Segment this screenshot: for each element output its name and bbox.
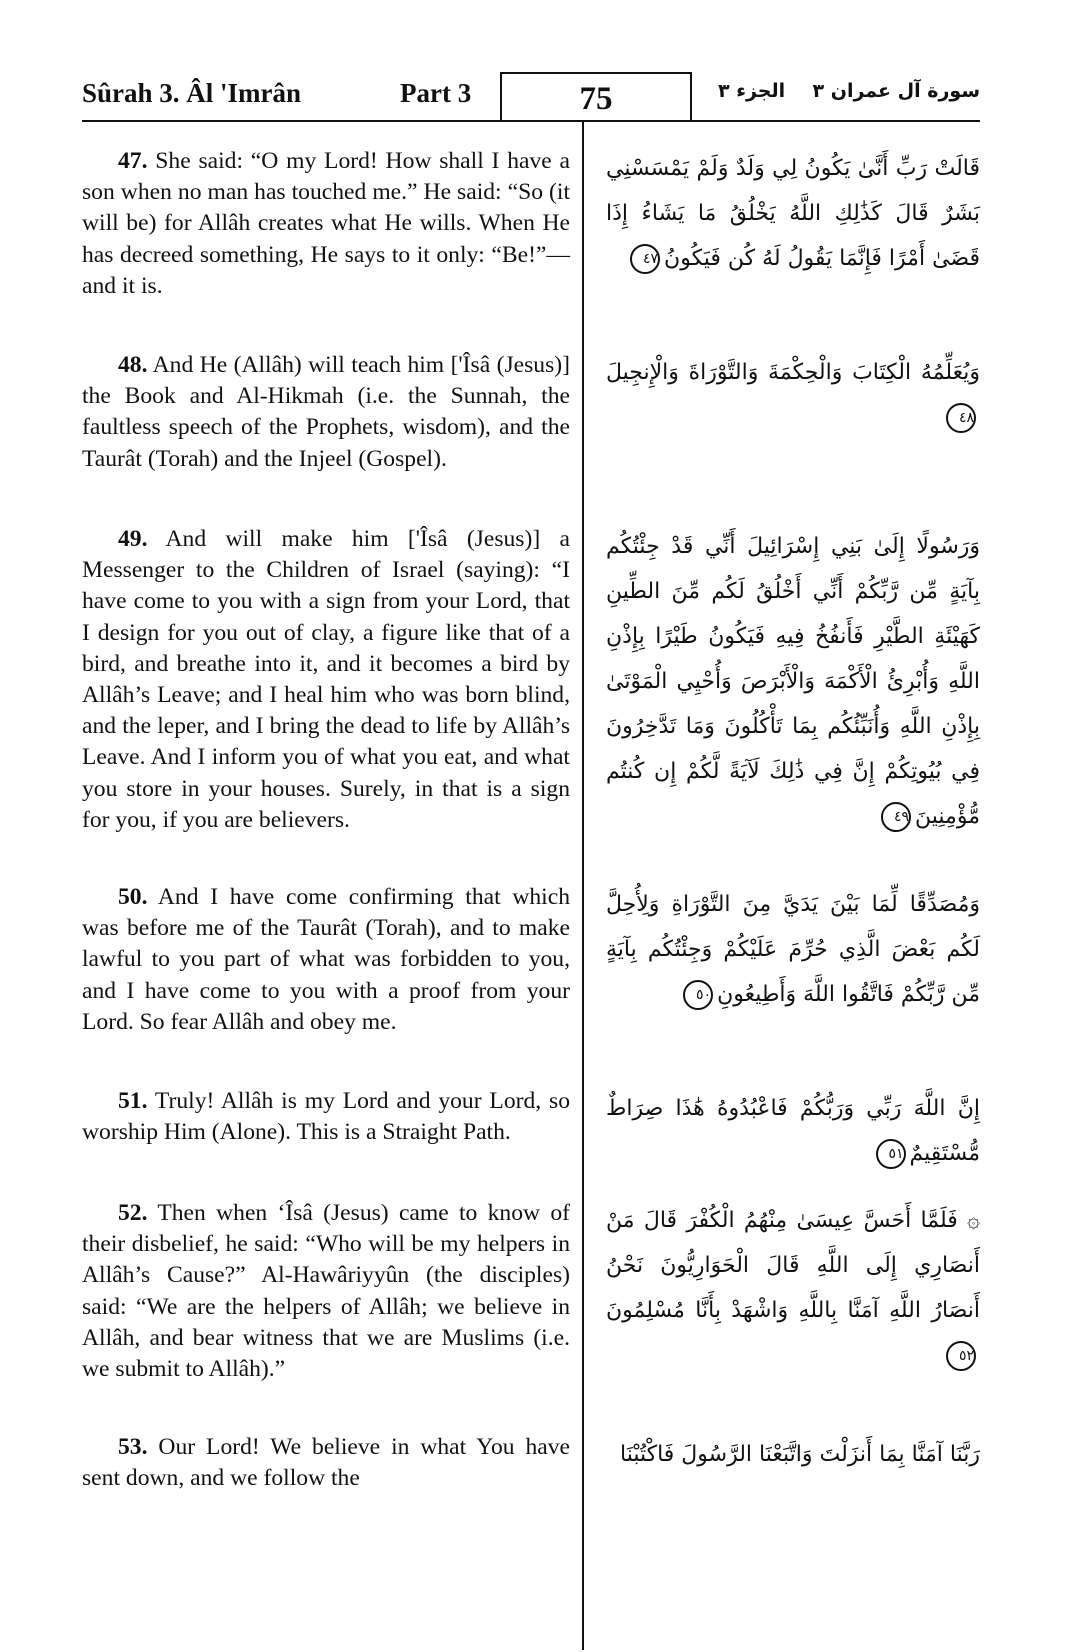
verse-translation bbox=[82, 1432, 570, 1494]
ayah-end-marker: ٥٢ bbox=[946, 1341, 976, 1371]
column-divider bbox=[582, 120, 584, 1650]
ayah-end-marker: ٤٨ bbox=[946, 403, 976, 433]
verse-arabic bbox=[606, 1432, 980, 1477]
arabic-text: ۞ فَلَمَّا أَحَسَّ عِيسَىٰ مِنْهُمُ الْكُفْرَ قَالَ مَنْ أَنصَارِي إِلَى اللَّهِ قَالَ الْحَوَارِيُّونَ نَحْنُ أَنصَارُ اللَّهِ آمَنَّا بِاللَّهِ وَاشْهَدْ بِأَنَّا مُسْلِمُونَ bbox=[606, 1208, 980, 1323]
verse-translation bbox=[82, 524, 570, 836]
verse-text: She said: “O my Lord! How shall I have a son when no man has touched me.” He said: “So (it will be) for Allâh creates what He wills. When He has decreed something, He says to it only: “Be!”— and it is. bbox=[82, 148, 570, 299]
verse-arabic bbox=[606, 524, 980, 839]
ayah-end-marker: ٤٧ bbox=[630, 244, 660, 274]
verse-text: Truly! Allâh is my Lord and your Lord, so worship Him (Alone). This is a Straight Path. bbox=[82, 1088, 570, 1146]
verse-number: 53. bbox=[118, 1434, 148, 1460]
verse-translation bbox=[82, 146, 570, 302]
ayah-end-marker: ٥٠ bbox=[683, 980, 713, 1010]
verse-arabic bbox=[606, 1086, 980, 1176]
verse-text: And I have come confirming that which was before me of the Taurât (Torah), and to make lawful to you part of what was forbidden to you, and I have come to you with a proof from your Lord. So fear Allâh and obey me. bbox=[82, 884, 570, 1035]
part-label: Part 3 bbox=[400, 78, 472, 108]
verse-translation bbox=[82, 1198, 570, 1385]
verse-arabic bbox=[606, 882, 980, 1017]
verse-arabic bbox=[606, 1198, 980, 1378]
page-number: 75 bbox=[500, 72, 692, 120]
verse-number: 49. bbox=[118, 526, 148, 552]
arabic-text: وَيُعَلِّمُهُ الْكِتَابَ وَالْحِكْمَةَ وَالتَّوْرَاةَ وَالْإِنجِيلَ bbox=[606, 360, 980, 385]
verse-number: 48. bbox=[118, 352, 148, 378]
juz-label-arabic: الجزء ٣ bbox=[718, 80, 786, 102]
verse-text: And will make him ['Îsâ (Jesus)] a Messenger to the Children of Israel (saying): “I have come to you with a sign from your Lord, that I design for you out of clay, a figure like that of a bird, and breathe into it, and it becomes a bird by Allâh’s Leave; and I heal him who was born blind, and the leper, and I bring the dead to life by Allâh’s Leave. And I inform you of what you eat, and what you store in your houses. Surely, in that is a sign for you, if you are believers. bbox=[82, 526, 570, 833]
verse-text: Then when ‘Îsâ (Jesus) came to know of their disbelief, he said: “Who will be my helpers in Allâh’s Cause?” Al-Hawâriyyûn (the disciples) said: “We are the helpers of Allâh; we believe in Allâh, and bear witness that we are Muslims (i.e. we submit to Allâh).” bbox=[82, 1200, 570, 1383]
arabic-text: وَمُصَدِّقًا لِّمَا بَيْنَ يَدَيَّ مِنَ التَّوْرَاةِ وَلِأُحِلَّ لَكُم بَعْضَ الَّذِي حُرِّمَ عَلَيْكُمْ وَجِئْتُكُم بِآيَةٍ مِّن رَّبِّكُمْ فَاتَّقُوا اللَّهَ وَأَطِيعُونِ bbox=[606, 892, 980, 1007]
verse-translation bbox=[82, 350, 570, 475]
verse-text: And He (Allâh) will teach him ['Îsâ (Jesus)] the Book and Al-Hikmah (i.e. the Sunnah, the faultless speech of the Prophets, wisdom), and the Taurât (Torah) and the Injeel (Gospel). bbox=[82, 352, 570, 472]
surah-title-arabic: سورة آل عمران ٣ bbox=[812, 80, 980, 102]
verse-translation bbox=[82, 882, 570, 1038]
ayah-end-marker: ٤٩ bbox=[881, 802, 911, 832]
page-header bbox=[82, 72, 980, 122]
arabic-text: وَرَسُولًا إِلَىٰ بَنِي إِسْرَائِيلَ أَنِّي قَدْ جِئْتُكُم بِآيَةٍ مِّن رَّبِّكُمْ أَنِّي أَخْلُقُ لَكُم مِّنَ الطِّينِ كَهَيْئَةِ الطَّيْرِ فَأَنفُخُ فِيهِ فَيَكُونُ طَيْرًا بِإِذْنِ اللَّهِ وَأُبْرِئُ الْأَكْمَهَ وَالْأَبْرَصَ وَأُحْيِي الْمَوْتَىٰ بِإِذْنِ اللَّهِ وَأُنَبِّئُكُم بِمَا تَأْكُلُونَ وَمَا تَدَّخِرُونَ فِي بُيُوتِكُمْ إِنَّ فِي ذَٰلِكَ لَآيَةً لَّكُمْ إِن كُنتُم مُّؤْمِنِينَ bbox=[606, 534, 980, 829]
verse-number: 51. bbox=[118, 1088, 148, 1114]
arabic-text: رَبَّنَا آمَنَّا بِمَا أَنزَلْتَ وَاتَّبَعْنَا الرَّسُولَ فَاكْتُبْنَا bbox=[619, 1442, 980, 1467]
arabic-text: إِنَّ اللَّهَ رَبِّي وَرَبُّكُمْ فَاعْبُدُوهُ هَٰذَا صِرَاطٌ مُّسْتَقِيمٌ bbox=[606, 1096, 980, 1166]
verse-translation bbox=[82, 1086, 570, 1148]
verse-arabic bbox=[606, 146, 980, 281]
verse-number: 50. bbox=[118, 884, 148, 910]
ayah-end-marker: ٥١ bbox=[876, 1139, 906, 1169]
arabic-text: قَالَتْ رَبِّ أَنَّىٰ يَكُونُ لِي وَلَدٌ وَلَمْ يَمْسَسْنِي بَشَرٌ قَالَ كَذَٰلِكِ اللَّهُ يَخْلُقُ مَا يَشَاءُ إِذَا قَضَىٰ أَمْرًا فَإِنَّمَا يَقُولُ لَهُ كُن فَيَكُونُ bbox=[606, 156, 980, 271]
verse-text: Our Lord! We believe in what You have sent down, and we follow the bbox=[82, 1434, 570, 1492]
header-rule bbox=[82, 120, 980, 122]
verse-number: 52. bbox=[118, 1200, 148, 1226]
verse-number: 47. bbox=[118, 148, 148, 174]
verse-arabic bbox=[606, 350, 980, 440]
surah-title: Sûrah 3. Âl 'Imrân bbox=[82, 78, 302, 108]
